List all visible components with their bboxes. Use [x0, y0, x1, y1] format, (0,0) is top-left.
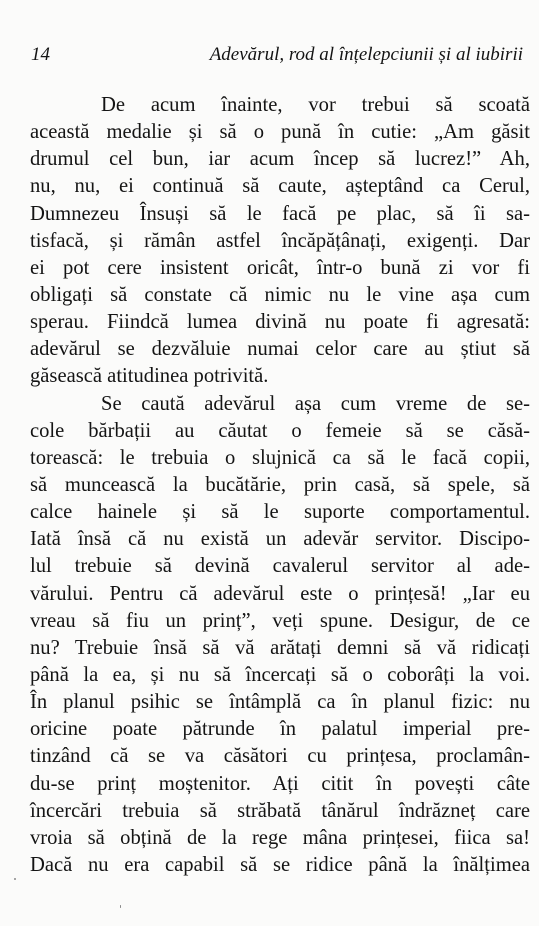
text-line: nu, nu, ei continuă să caute, așteptând ca Cerul,	[30, 175, 530, 198]
page-header	[31, 44, 523, 66]
text-line: drumul cel bun, iar acum încep să lucrez!” Ah,	[30, 148, 530, 171]
text-line: oricine poate pătrunde în palatul imperial pre-	[30, 718, 530, 741]
text-line: De acum înainte, vor trebui să scoată	[101, 94, 530, 116]
text-line: tisfacă, și rămân astfel încăpățânați, exigenți. Dar	[30, 229, 530, 252]
text-line: sperau. Fiindcă lumea divină nu poate fi agresată:	[30, 311, 530, 334]
paragraph	[30, 92, 530, 391]
text-line: tinzând că se va căsători cu prințesa, proclamân-	[30, 745, 530, 768]
text-line: vărului. Pentru că adevărul este o prințesă! „Iar eu	[30, 582, 530, 605]
page-number: 14	[31, 44, 50, 65]
text-line: Dacă nu era capabil să se ridice până la înălțimea	[30, 853, 530, 876]
text-line: Dumnezeu Însuși să le facă pe plac, să îi sa-	[30, 202, 530, 225]
text-line: ei pot cere insistent oricât, într-o bună zi vor fi	[30, 256, 530, 279]
text-line: nu? Trebuie însă să vă arătați demni să vă ridicați	[30, 636, 530, 659]
text-line: această medalie și să o pună în cutie: „Am găsit	[30, 121, 530, 144]
text-line: lul trebuie să devină cavalerul servitor al ade-	[30, 555, 530, 578]
text-line: calce hainele și să le suporte comportamentul.	[30, 501, 530, 524]
scan-speck	[14, 878, 16, 880]
text-line: adevărul se dezvăluie numai celor care au știut să	[30, 338, 530, 361]
text-line: găsească atitudinea potrivită.	[30, 365, 269, 388]
text-line: obligați să constate că nimic nu le vine așa cum	[30, 283, 530, 306]
text-line: du-se prinț moștenitor. Ați citit în povești câte	[30, 772, 530, 795]
text-line: încercări trebuia să străbată tânărul îndrăzneț care	[30, 799, 530, 822]
text-line: până la ea, și nu să încercați să o coborâți la voi.	[30, 663, 530, 686]
text-line: Se caută adevărul așa cum vreme de se-	[101, 392, 530, 415]
text-line: Iată însă că nu există un adevăr servitor. Discipo-	[30, 528, 530, 551]
text-line: vroia să obțină de la rege mâna prințesei, fiica sa!	[30, 826, 530, 849]
text-line: În planul psihic se întâmplă ca în planul fizic: nu	[30, 691, 530, 714]
running-title: Adevărul, rod al înțelepciunii și al iubirii	[209, 44, 523, 65]
text-line: cole bărbații au căutat o femeie să se căsă-	[30, 419, 530, 442]
paragraph	[30, 391, 530, 880]
text-line: torească: le trebuia o slujnică ca să le facă copii,	[30, 446, 530, 469]
body-text	[30, 92, 530, 879]
text-line: să muncească la bucătărie, prin casă, să spele, să	[30, 473, 530, 496]
scan-speck	[120, 905, 121, 908]
text-line: vreau să fiu un prinț”, veți spune. Desigur, de ce	[30, 609, 530, 632]
